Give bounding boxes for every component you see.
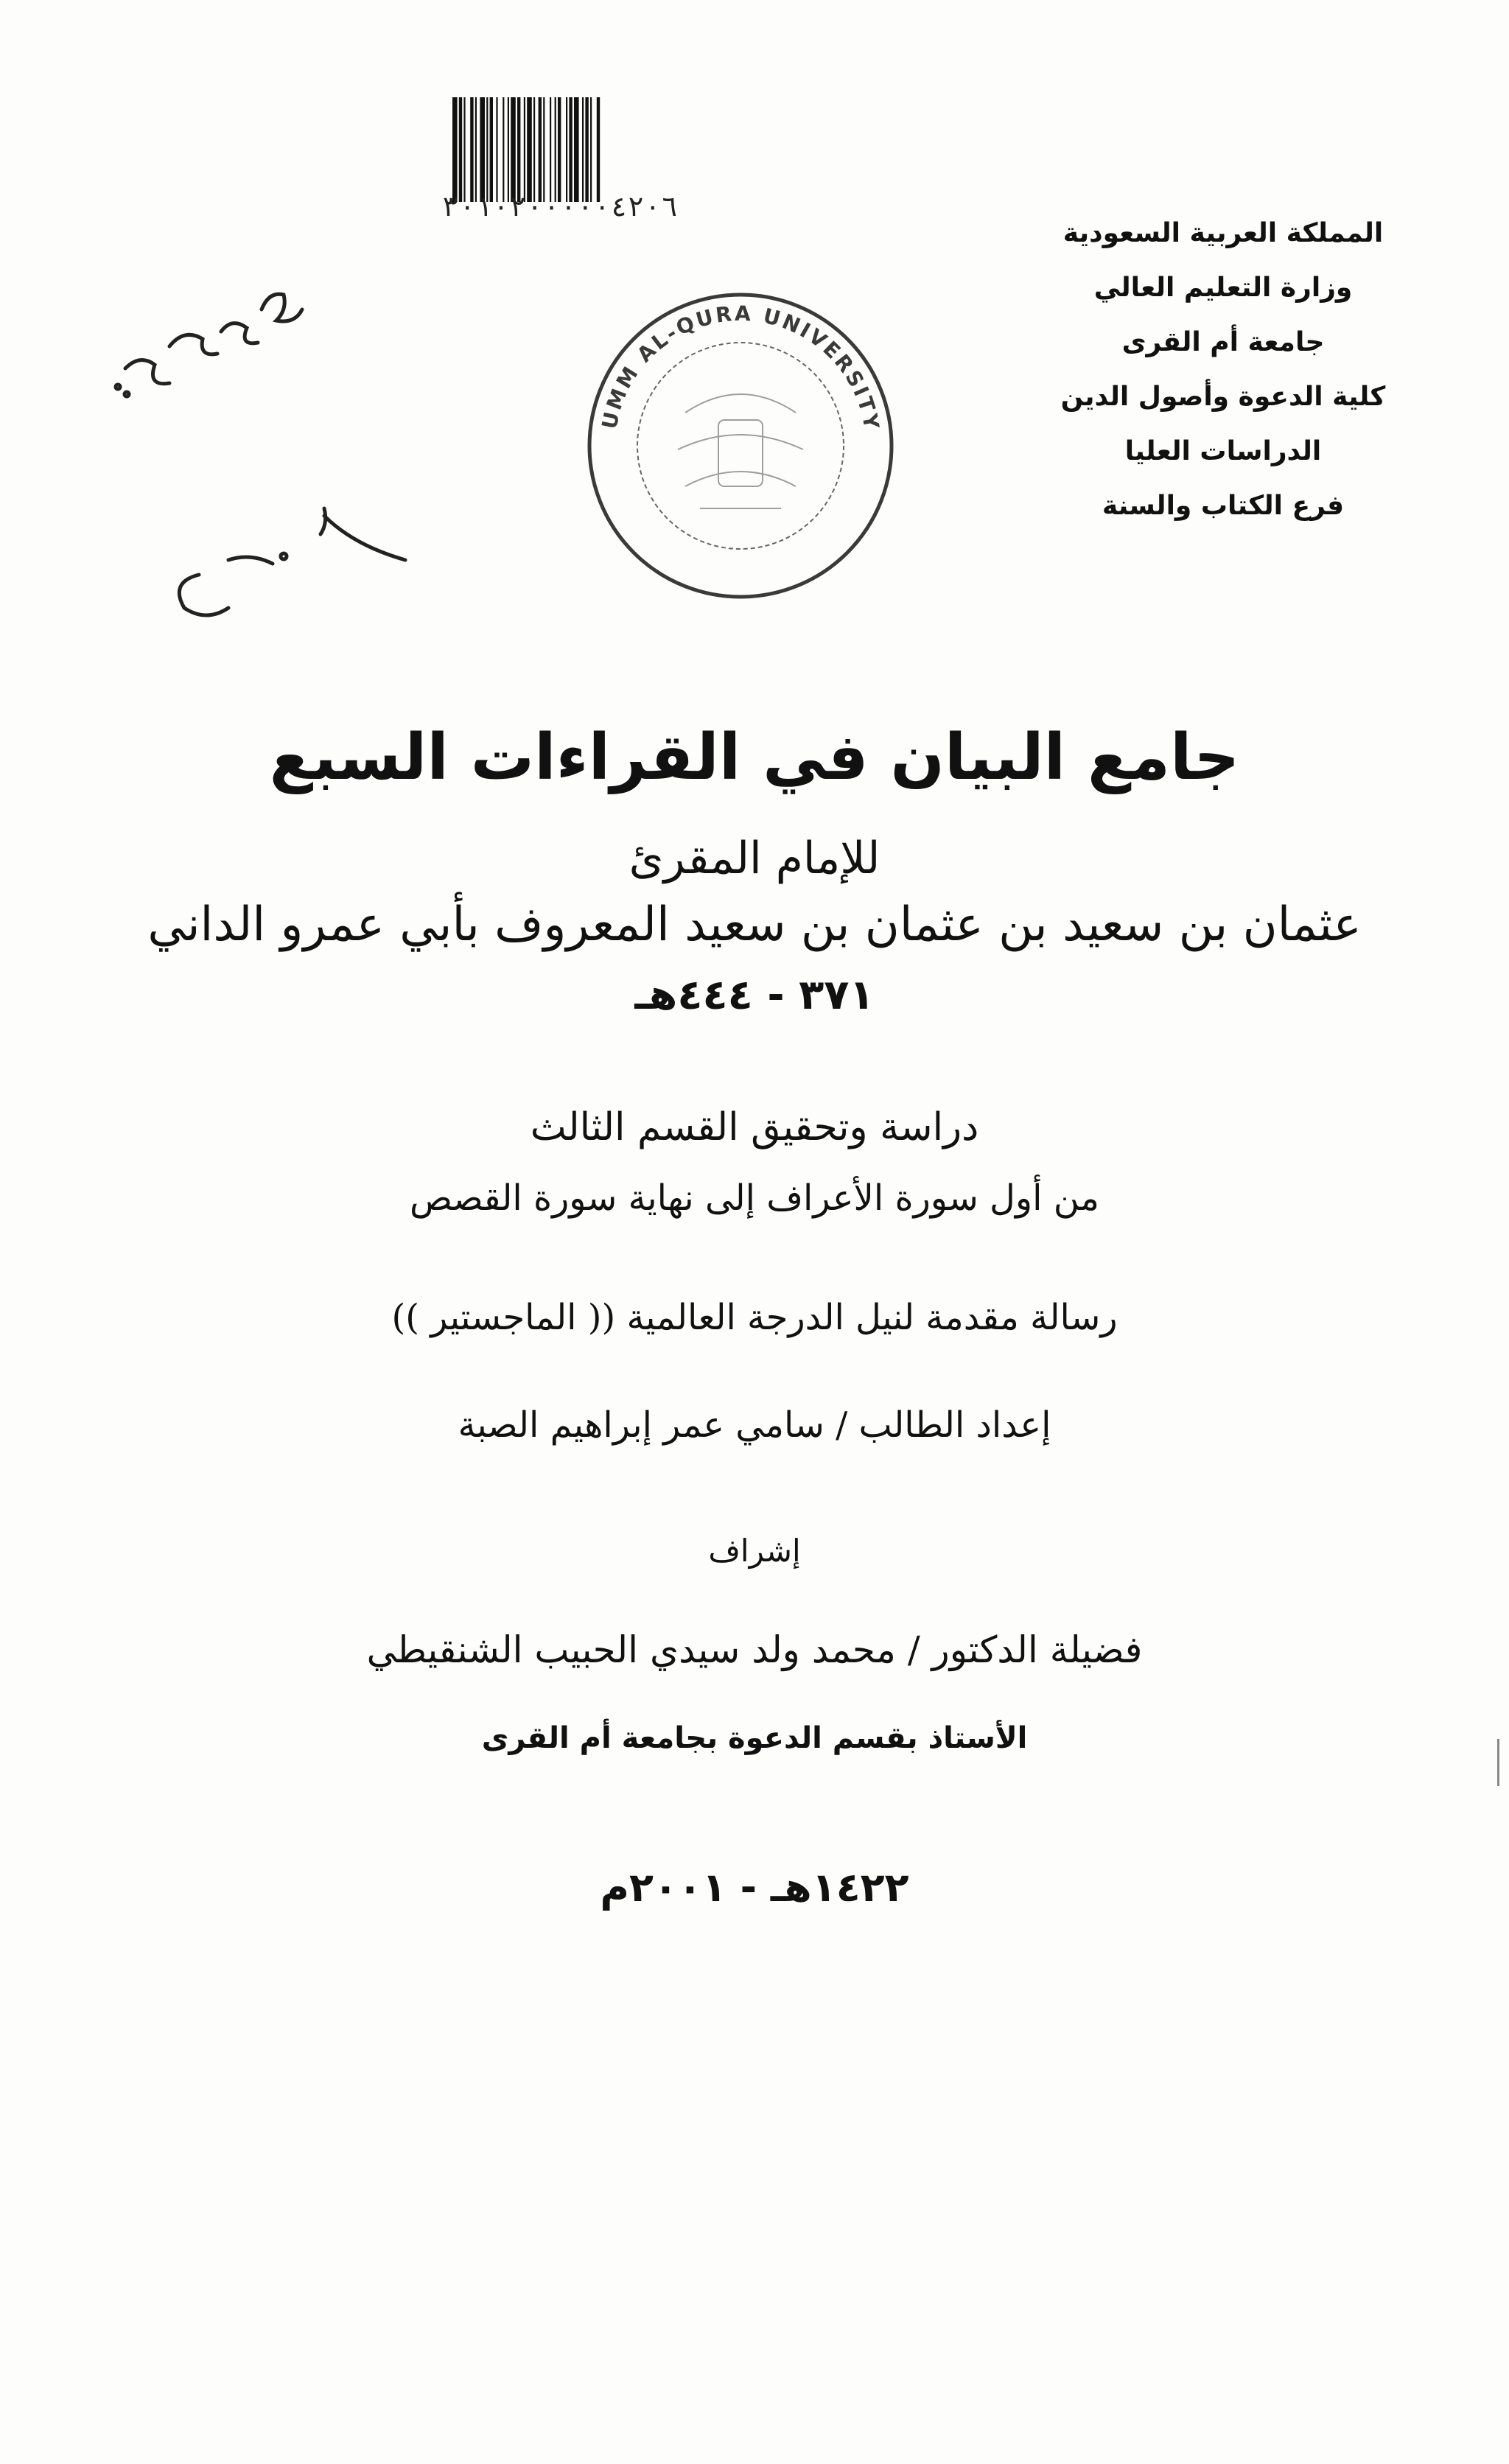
barcode-bar <box>527 97 532 202</box>
barcode-number: ٣٠١٠٢٠٠٠٠٠٤٢٠٦ <box>441 190 679 223</box>
barcode-bar <box>480 97 485 202</box>
barcode-bar <box>585 97 588 202</box>
svg-text:UMM AL-QURA UNIVERSITY <box>597 301 884 433</box>
supervisor-title: الأستاذ بقسم الدعوة بجامعة أم القرى <box>481 1721 1028 1755</box>
barcode-bar <box>533 97 535 202</box>
barcode-bar <box>566 97 567 202</box>
barcode-bar <box>508 97 509 202</box>
barcode-bar <box>511 97 516 202</box>
barcode-bar <box>550 97 551 202</box>
barcode-bar <box>543 97 545 202</box>
barcode-bar <box>496 97 497 202</box>
barcode-bar <box>503 97 504 202</box>
barcode-bar <box>517 97 520 202</box>
barcode-bar <box>539 97 542 202</box>
handwritten-annotations <box>103 265 413 648</box>
imam-line: للإمام المقرئ <box>629 833 880 884</box>
supervision-label: إشراف <box>708 1533 801 1569</box>
barcode-bar <box>486 97 488 202</box>
barcode-bar <box>470 97 473 202</box>
barcode-bar <box>459 97 462 202</box>
barcode-bar <box>490 97 493 202</box>
header-line-ministry: وزارة التعليم العالي <box>1093 273 1353 303</box>
header-line-college: كلية الدعوة وأصول الدين <box>1060 382 1386 412</box>
study-range: من أول سورة الأعراف إلى نهاية سورة القصص <box>410 1177 1099 1219</box>
institution-header <box>1032 206 1415 533</box>
header-line-department: فرع الكتاب والسنة <box>1102 491 1345 521</box>
barcode-bar <box>582 97 584 202</box>
barcode-bar <box>475 97 477 202</box>
barcode-bar <box>590 97 592 202</box>
university-seal-icon <box>575 280 906 612</box>
supervisor-name: فضيلة الدكتور / محمد ولد سيدي الحبيب الشنقيطي <box>366 1628 1143 1671</box>
barcode-bar <box>569 97 572 202</box>
author-dates: ٣٧١ - ٤٤٤هـ <box>634 971 875 1019</box>
barcode-bar <box>452 97 458 202</box>
barcode-icon <box>448 94 676 205</box>
author-name: عثمان بن سعيد بن عثمان بن سعيد المعروف بأبي عمرو الداني <box>147 897 1362 952</box>
book-title: جامع البيان في القراءات السبع <box>269 721 1240 794</box>
seal-text: UMM AL-QURA UNIVERSITY <box>597 301 884 433</box>
study-heading: دراسة وتحقيق القسم الثالث <box>530 1105 979 1149</box>
scan-edge-mark <box>1497 1739 1499 1786</box>
header-line-kingdom: المملكة العربية السعودية <box>1062 218 1384 248</box>
barcode-bar <box>558 97 561 202</box>
header-line-graduate-studies: الدراسات العليا <box>1124 436 1322 466</box>
student-name: إعداد الطالب / سامي عمر إبراهيم الصبة <box>458 1404 1051 1446</box>
barcode-bar <box>574 97 579 202</box>
barcode-bar <box>524 97 525 202</box>
thesis-statement: رسالة مقدمة لنيل الدرجة العالمية (( الماجستير )) <box>391 1297 1118 1338</box>
publication-year: ١٤٢٢هـ - ٢٠٠١م <box>600 1864 909 1911</box>
barcode-bar <box>463 97 465 202</box>
header-line-university: جامعة أم القرى <box>1121 327 1325 357</box>
barcode-bar <box>597 97 600 202</box>
barcode-bar <box>555 97 556 202</box>
